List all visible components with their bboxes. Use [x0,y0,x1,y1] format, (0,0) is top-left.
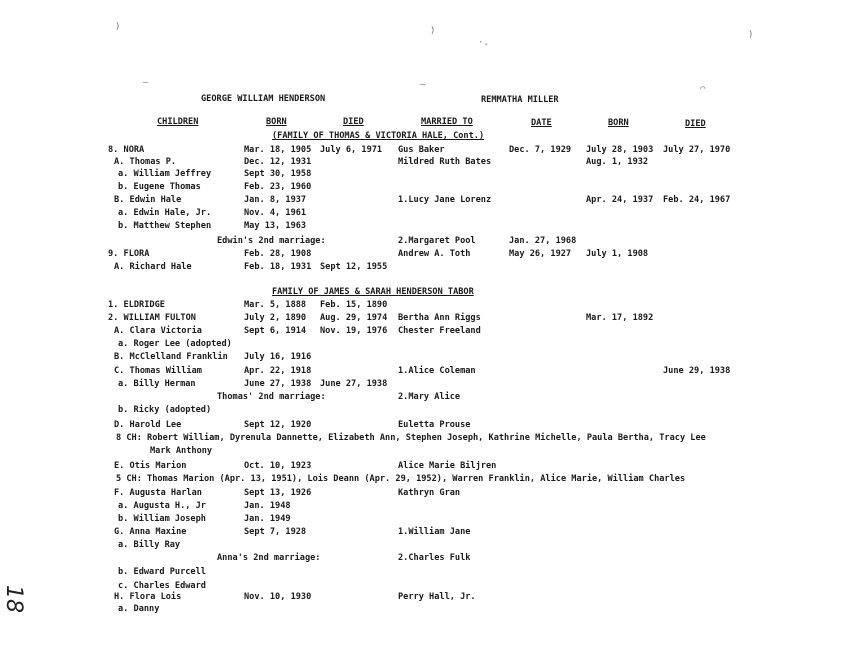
born-date: Mar. 18, 1905 [244,145,312,155]
scan-mark: ) [430,26,436,36]
child-name: a. Danny [118,604,160,614]
born-date: June 27, 1938 [244,379,312,389]
spouse-name: 1.Lucy Jane Lorenz [398,195,492,205]
scan-mark: ·. [478,38,489,48]
children-list-line: 8 CH: Robert William, Dyrenula Dannette, Elizabeth Ann, Stephen Joseph, Kathrine Michelle, Paula Bertha, Tracy Lee [116,433,706,443]
spouse-born: July 28, 1903 [586,145,654,155]
died-date: Nov. 19, 1976 [320,326,388,336]
born-date: Feb. 18, 1931 [244,262,312,272]
born-date: July 16, 1916 [244,352,312,362]
spouse-name: Bertha Ann Riggs [398,313,481,323]
child-name: B. McClelland Franklin [114,352,228,362]
children-list-line: Mark Anthony [150,446,213,456]
died-date: July 6, 1971 [320,145,383,155]
child-name: 9. FLORA [108,249,150,259]
child-name: 2. WILLIAM FULTON [108,313,196,323]
child-name: a. Roger Lee (adopted) [118,339,232,349]
born-date: July 2, 1890 [244,313,307,323]
spouse-name: Kathryn Gran [398,488,461,498]
page-number: 18 [1,585,26,613]
born-date: Nov. 10, 1930 [244,592,312,602]
spouse-name: 2.Margaret Pool [398,236,476,246]
died-date: Feb. 15, 1890 [320,300,388,310]
spouse-name: Euletta Prouse [398,420,471,430]
spouse-name: 1.Alice Coleman [398,366,476,376]
child-name: a. Augusta H., Jr [118,501,206,511]
child-name: E. Otis Marion [114,461,187,471]
spouse-name: 2.Charles Fulk [398,553,471,563]
spouse-died: Feb. 24, 1967 [663,195,731,205]
spouse-name: Alice Marie Biljren [398,461,497,471]
child-name: a. Billy Herman [118,379,196,389]
header-children: CHILDREN [157,117,199,127]
spouse-name: Andrew A. Toth [398,249,471,259]
born-date: Sept 6, 1914 [244,326,307,336]
scan-mark: ) [115,22,121,32]
spouse-name: Chester Freeland [398,326,481,336]
spouse-name: 1.William Jane [398,527,471,537]
born-date: Jan. 1949 [244,514,291,524]
scan-mark: – [143,78,149,88]
child-name: G. Anna Maxine [114,527,187,537]
spouse-name: Perry Hall, Jr. [398,592,476,602]
spouse-born: Aug. 1, 1932 [586,157,649,167]
section-title-tabor: FAMILY OF JAMES & SARAH HENDERSON TABOR [272,287,474,297]
child-name: b. Eugene Thomas [118,182,201,192]
child-name: a. Edwin Hale, Jr. [118,208,212,218]
header-spouse-born: BORN [608,118,629,128]
born-date: Nov. 4, 1961 [244,208,307,218]
born-date: Dec. 12, 1931 [244,157,312,167]
child-name: 8. NORA [108,145,145,155]
child-name: F. Augusta Harlan [114,488,202,498]
born-date: Jan. 8, 1937 [244,195,307,205]
born-date: Oct. 10, 1923 [244,461,312,471]
child-name: b. William Joseph [118,514,206,524]
child-name: b. Matthew Stephen [118,221,212,231]
child-name: 1. ELDRIDGE [108,300,165,310]
child-name: b. Ricky (adopted) [118,405,212,415]
died-date: Aug. 29, 1974 [320,313,388,323]
marriage-date: May 26, 1927 [509,249,572,259]
remarriage-note: Edwin's 2nd marriage: [217,236,326,246]
born-date: Mar. 5, 1888 [244,300,307,310]
child-name: A. Richard Hale [114,262,192,272]
child-name: A. Thomas P. [114,157,177,167]
born-date: May 13, 1963 [244,221,307,231]
spouse-born: Mar. 17, 1892 [586,313,654,323]
husband-name: GEORGE WILLIAM HENDERSON [201,94,326,104]
child-name: a. William Jeffrey [118,169,212,179]
spouse-died: July 27, 1970 [663,145,731,155]
born-date: Sept 7, 1928 [244,527,307,537]
header-spouse-died: DIED [685,119,706,129]
remarriage-note: Anna's 2nd marriage: [217,553,321,563]
marriage-date: Dec. 7, 1929 [509,145,572,155]
born-date: Sept 13, 1926 [244,488,312,498]
born-date: Feb. 23, 1960 [244,182,312,192]
section-title-hale: (FAMILY OF THOMAS & VICTORIA HALE, Cont.) [272,131,485,141]
died-date: June 27, 1938 [320,379,388,389]
scan-mark: – [420,80,426,90]
scan-mark: ) [748,30,754,40]
child-name: a. Billy Ray [118,540,181,550]
died-date: Sept 12, 1955 [320,262,388,272]
born-date: Sept 12, 1920 [244,420,312,430]
born-date: Jan. 1948 [244,501,291,511]
header-date: DATE [531,118,552,128]
spouse-died: June 29, 1938 [663,366,731,376]
child-name: C. Thomas William [114,366,202,376]
remarriage-note: Thomas' 2nd marriage: [217,392,326,402]
child-name: B. Edwin Hale [114,195,182,205]
header-died: DIED [343,117,364,127]
child-name: H. Flora Lois [114,592,182,602]
spouse-born: July 1, 1908 [586,249,649,259]
spouse-name: Mildred Ruth Bates [398,157,492,167]
born-date: Apr. 22, 1918 [244,366,312,376]
child-name: c. Charles Edward [118,581,206,591]
header-born: BORN [266,117,287,127]
child-name: D. Harold Lee [114,420,182,430]
header-married-to: MARRIED TO [421,117,473,127]
wife-name: REMMATHA MILLER [481,95,559,105]
child-name: b. Edward Purcell [118,567,206,577]
born-date: Feb. 28, 1908 [244,249,312,259]
child-name: A. Clara Victoria [114,326,202,336]
children-list-line: 5 CH: Thomas Marion (Apr. 13, 1951), Lois Deann (Apr. 29, 1952), Warren Franklin, Alice Marie, William Charles [116,474,686,484]
spouse-name: 2.Mary Alice [398,392,461,402]
scan-mark: ⌒ [700,84,706,94]
spouse-born: Apr. 24, 1937 [586,195,654,205]
marriage-date: Jan. 27, 1968 [509,236,577,246]
spouse-name: Gus Baker [398,145,445,155]
born-date: Sept 30, 1958 [244,169,312,179]
